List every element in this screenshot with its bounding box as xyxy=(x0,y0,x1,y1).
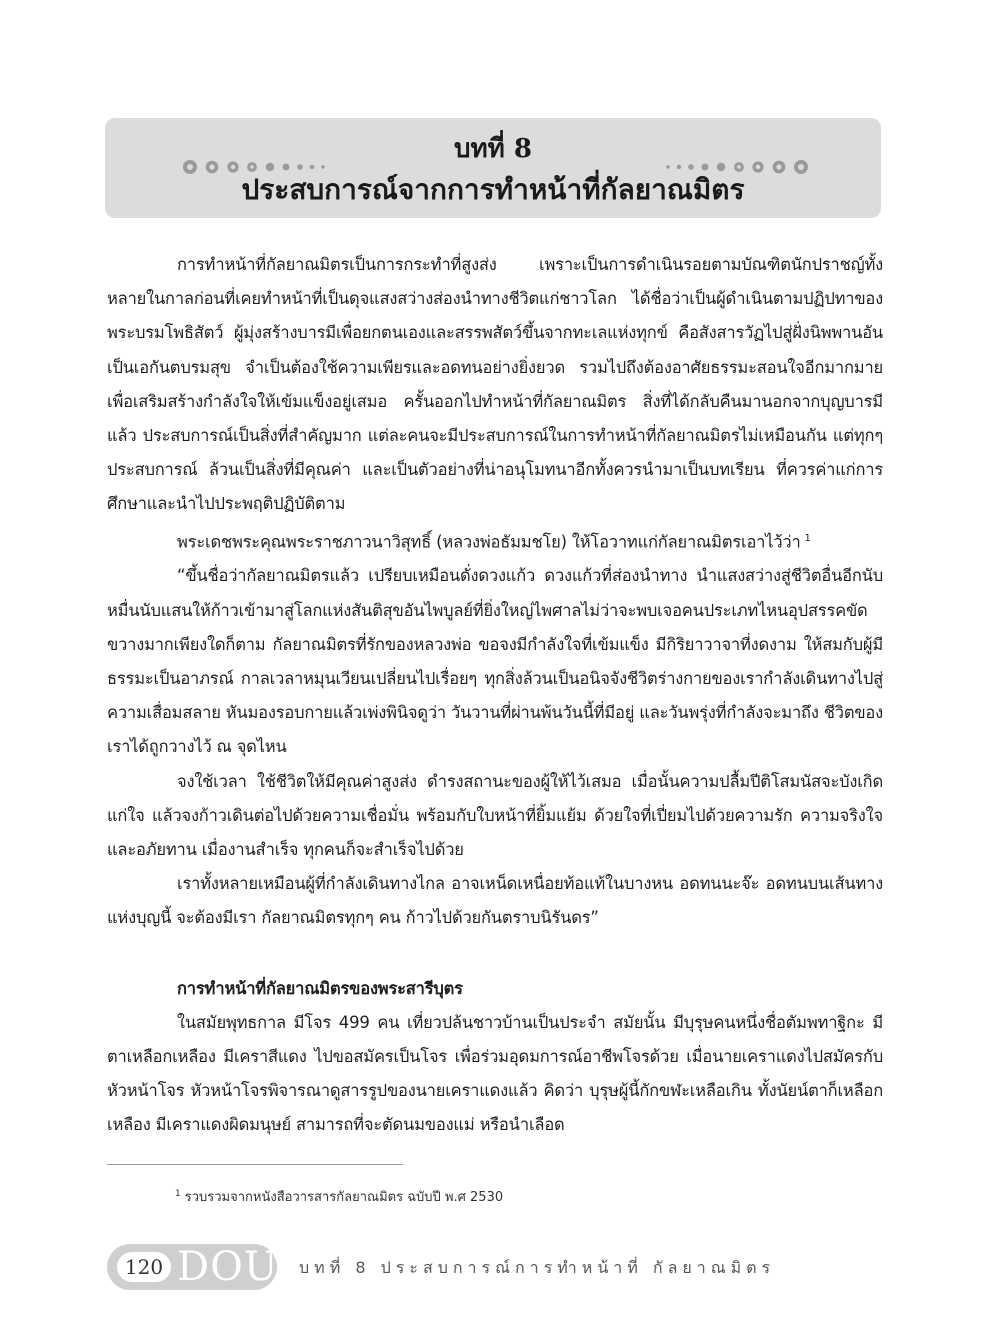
paragraph-quote-2: จงใช้เวลา ใช้ชีวิตให้มีคุณค่าสูงส่ง ดำรงสถานะของผู้ให้ไว้เสมอ เมื่อนั้นความปลื้มปีติโสมนัสจะบังเกิดแก่ใจ แล้วจงก้าวเดินต่อไปด้วยความเชื่อมั่น พร้อมกับใบหน้าที่ยิ้มแย้ม ด้วยใจที่เปี่ยมไปด้วยความรัก ความจริงใจ และอภัยทาน เมื่องานสำเร็จ ทุกคนก็จะสำเร็จไปด้วย xyxy=(107,771,883,859)
paragraph-intro: การทำหน้าที่กัลยาณมิตรเป็นการกระทำที่สูงส่ง เพราะเป็นการดำเนินรอยตามบัณฑิตนักปราชญ์ทั้งหลายในกาลก่อนที่เคยทำหน้าที่เป็นดุจแสงสว่างส่องนำทางชีวิตแก่ชาวโลก ได้ชื่อว่าเป็นผู้ดำเนินตามปฏิปทาของพระบรมโพธิสัตว์ ผู้มุ่งสร้างบารมีเพื่อยกตนเองและสรรพสัตว์ขึ้นจากทะเลแห่งทุกข์ คือสังสารวัฏไปสู่ฝั่งนิพพานอันเป็นเอกันตบรมสุข จำเป็นต้องใช้ความเพียรและอดทนอย่างยิ่งยวด รวมไปถึงต้องอาศัยธรรมะสอนใจอีกมากมาย เพื่อเสริมสร้างกำลังใจให้เข้มแข็งอยู่เสมอ ครั้นออกไปทำหน้าที่กัลยาณมิตร สิ่งที่ได้กลับคืนมานอกจากบุญบารมีแล้ว ประสบการณ์เป็นสิ่งที่สำคัญมาก แต่ละคนจะมีประสบการณ์ในการทำหน้าที่กัลยาณมิตรไม่เหมือนกัน แต่ทุกๆ ประสบการณ์ ล้วนเป็นสิ่งที่มีคุณค่า และเป็นตัวอย่างที่น่าอนุโมทนาอีกทั้งควรนำมาเป็นบทเรียน ที่ควรค่าแก่การศึกษาและนำไปประพฤติปฏิบัติตาม xyxy=(107,255,883,514)
section-heading: การทำหน้าที่กัลยาณมิตรของพระสารีบุตร xyxy=(177,978,463,998)
paragraph-quote-intro xyxy=(107,522,883,560)
page-number: 120 xyxy=(117,1252,171,1282)
paragraph-section: ในสมัยพุทธกาล มีโจร 499 คน เที่ยวปล้นชาวบ้านเป็นประจำ สมัยนั้น มีบุรุษคนหนึ่งชื่อตัมพทาฐิกะ มีตาเหลือกเหลือง มีเคราสีแดง ไปขอสมัครเป็นโจร เพื่อร่วมอุดมการณ์อาชีพโจรด้วย เมื่อนายเคราแดงไปสมัครกับหัวหน้าโจร หัวหน้าโจรพิจารณาดูสารรูปของนายเคราแดงแล้ว คิดว่า บุรุษผู้นี้กักขฬะเหลือเกิน ทั้งนัยน์ตาก็เหลือกเหลือง มีเคราแดงผิดมนุษย์ สามารถที่จะตัดนมของแม่ หรือนำเลือด xyxy=(107,1012,883,1135)
footnote-text: รวบรวมจากหนังสือวารสารกัลยาณมิตร ฉบับปี พ.ศ 2530 xyxy=(184,1190,504,1205)
footnote xyxy=(175,1186,503,1207)
footnote-divider xyxy=(107,1164,403,1165)
paragraph-quote-intro-text: พระเดชพระคุณพระราชภาวนาวิสุทธิ์ (หลวงพ่อธัมมชโย) ให้โอวาทแก่กัลยาณมิตรเอาไว้ว่า xyxy=(177,532,801,552)
page-badge xyxy=(107,1244,277,1290)
running-head: บทที่ 8 ประสบการณ์การทำหน้าที่ กัลยาณมิตร xyxy=(299,1258,776,1277)
paragraph-quote-1: “ขึ้นชื่อว่ากัลยาณมิตรแล้ว เปรียบเหมือนดั่งดวงแก้ว ดวงแก้วที่ส่องนำทาง นำแสงสว่างสู่ชีวิตอื่นอีกนับหมื่นนับแสนให้ก้าวเข้ามาสู่โลกแห่งสันติสุขอันไพบูลย์ที่ยิ่งใหญ่ไพศาลไม่ว่าจะพบเจอคนประเภทไหนอุปสรรคขัดขวางมากเพียงใดก็ตาม กัลยาณมิตรที่รักของหลวงพ่อ ขอจงมีกำลังใจที่เข้มแข็ง มีกิริยาวาจาที่งดงาม ให้สมกับผู้มีธรรมะเป็นอาภรณ์ กาลเวลาหมุนเวียนเปลี่ยนไปเรื่อยๆ ทุกสิ่งล้วนเป็นอนิจจังชีวิตร่างกายของเรากำลังเดินทางไปสู่ความเสื่อมสลาย หันมองรอบกายแล้วเพ่งพินิจดูว่า วันวานที่ผ่านพ้นวันนี้ที่มีอยู่ และวันพรุ่งที่กำลังจะมาถึง ชีวิตของเราได้ถูกวางไว้ ณ จุดไหน xyxy=(107,566,883,757)
chapter-title: ประสบการณ์จากการทำหน้าที่กัลยาณมิตร xyxy=(241,173,745,206)
body-text xyxy=(107,248,883,1143)
chapter-number: บทที่ 8 xyxy=(454,134,532,164)
paragraph-quote-3: เราทั้งหลายเหมือนผู้ที่กำลังเดินทางไกล อาจเหน็ดเหนื่อยท้อแท้ในบางหน อดทนนะจ๊ะ อดทนบนเส้นทางแห่งบุญนี้ จะต้องมีเรา กัลยาณมิตรทุกๆ คน ก้าวไปด้วยกันตราบนิรันดร” xyxy=(107,874,883,928)
brand-logo: DOU xyxy=(177,1244,279,1290)
page-footer xyxy=(107,1244,887,1290)
footnote-number: 1 xyxy=(175,1188,181,1199)
footnote-reference: 1 xyxy=(804,532,811,544)
chapter-header xyxy=(105,118,881,218)
